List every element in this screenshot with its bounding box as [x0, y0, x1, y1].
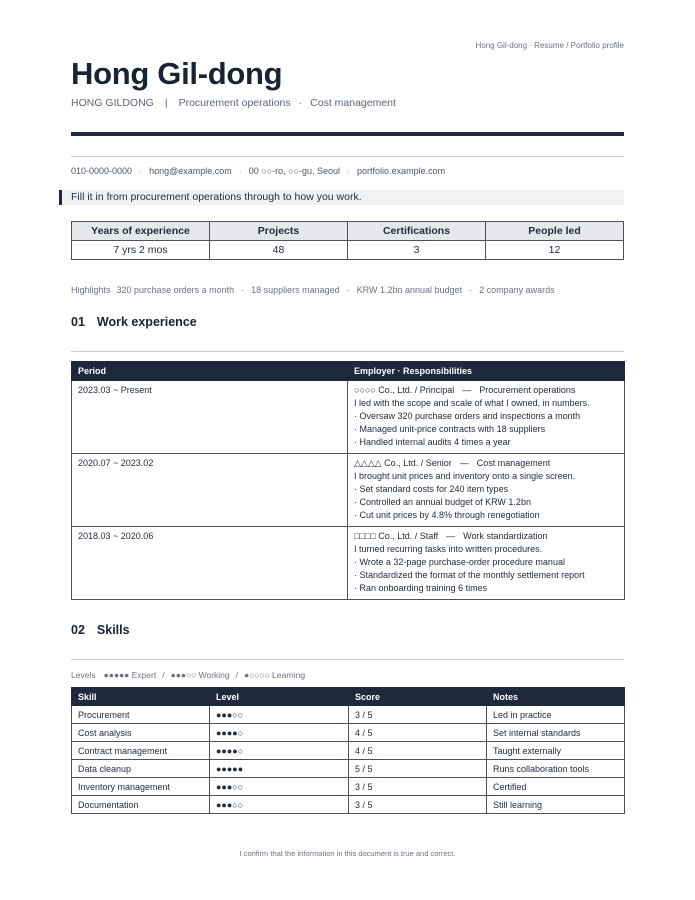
website-link[interactable]: portfolio.example.com: [357, 166, 446, 176]
skills-table: [71, 687, 625, 814]
highlight-item: 18 suppliers managed: [251, 285, 340, 295]
section-number: 01: [71, 315, 85, 329]
skill-name: Procurement: [72, 706, 210, 724]
work-header-employer: Employer · Responsibilities: [348, 362, 625, 381]
section-rule-skills: [71, 659, 624, 660]
work-period: 2018.03 ~ 2020.06: [72, 527, 348, 600]
work-area: Work standardization: [463, 531, 548, 541]
skill-notes: Still learning: [487, 796, 625, 814]
stat-header-people-led: People led: [486, 222, 624, 241]
skill-notes: Certified: [487, 778, 625, 796]
header-rule: [71, 132, 624, 136]
certification-statement: I confirm that the information in this document is true and correct.: [239, 849, 456, 858]
phone-number[interactable]: 010-0000-0000: [71, 166, 133, 176]
work-employer: ○○○○ Co., Ltd. / Principal: [354, 385, 455, 395]
skills-header-row: [72, 688, 625, 706]
skill-name: Documentation: [72, 796, 210, 814]
role-primary: Procurement operations: [178, 97, 291, 109]
work-period: 2023.03 ~ Present: [72, 381, 348, 454]
document-caption: Hong Gil-dong · Resume / Portfolio profile: [475, 41, 624, 50]
stat-header-projects: Projects: [210, 222, 348, 241]
stat-value-people-led: 12: [486, 241, 624, 260]
work-bullet: · Oversaw 320 purchase orders and inspections a month: [354, 411, 581, 421]
skill-level-dots: ●●●●●: [210, 760, 349, 778]
skill-level-dots: ●●●○○: [210, 778, 349, 796]
level-working: ●●●○○ Working: [170, 670, 230, 680]
level-separator: /: [162, 670, 165, 680]
stat-value-certifications: 3: [348, 241, 486, 260]
level-learning: ●○○○○ Learning: [244, 670, 306, 680]
work-details: [348, 454, 625, 527]
skill-name: Inventory management: [72, 778, 210, 796]
highlights-label: Highlights: [71, 285, 111, 295]
subtitle: [71, 97, 396, 109]
intro-callout: [59, 190, 624, 205]
section-title-work: [71, 315, 197, 329]
table-row: [72, 778, 625, 796]
skills-header-level: Level: [210, 688, 349, 706]
skill-score: 3 / 5: [349, 706, 487, 724]
work-employer: △△△△ Co., Ltd. / Senior: [354, 458, 452, 468]
work-experience-table: [71, 361, 625, 600]
highlight-item: 2 company awards: [479, 285, 555, 295]
table-row: [72, 796, 625, 814]
work-employer-line: [354, 530, 618, 543]
work-employer: □□□□ Co., Ltd. / Staff: [354, 531, 439, 541]
intro-text: Fill it in from procurement operations through to how you work.: [71, 191, 362, 203]
table-row: [72, 760, 625, 778]
section-title-skills: [71, 623, 130, 637]
table-row: [72, 527, 625, 600]
work-summary: I turned recurring tasks into written procedures.: [354, 544, 543, 554]
work-area: Cost management: [476, 458, 551, 468]
work-summary: I led with the scope and scale of what I owned, in numbers.: [354, 398, 590, 408]
work-bullet: · Ran onboarding training 6 times: [354, 583, 488, 593]
work-details: [348, 381, 625, 454]
skill-score: 4 / 5: [349, 742, 487, 760]
levels-legend: [71, 670, 305, 680]
email-link[interactable]: hong@example.com: [149, 166, 232, 176]
section-label: Work experience: [96, 315, 197, 329]
contact-line: [71, 166, 445, 176]
section-label: Skills: [96, 623, 130, 637]
table-row: [72, 706, 625, 724]
table-row: [72, 724, 625, 742]
level-separator: /: [235, 670, 238, 680]
address: 00 ○○-ro, ○○-gu, Seoul: [248, 166, 341, 176]
contacts-top-rule: [71, 156, 624, 157]
stat-value-projects: 48: [210, 241, 348, 260]
skill-score: 4 / 5: [349, 724, 487, 742]
highlight-separator: ·: [241, 285, 245, 295]
role-separator: ·: [298, 97, 303, 109]
work-bullet: · Wrote a 32-page purchase-order procedure manual: [354, 557, 565, 567]
section-number: 02: [71, 623, 85, 637]
skill-level-dots: ●●●●○: [210, 724, 349, 742]
work-summary: I brought unit prices and inventory onto a single screen.: [354, 471, 576, 481]
skill-name: Data cleanup: [72, 760, 210, 778]
work-header-row: [72, 362, 625, 381]
stat-header-certifications: Certifications: [348, 222, 486, 241]
contact-separator: ·: [139, 166, 143, 176]
skills-header-score: Score: [349, 688, 487, 706]
work-dash: —: [459, 458, 469, 468]
highlights-line: [71, 285, 555, 295]
skill-score: 3 / 5: [349, 796, 487, 814]
highlight-item: 320 purchase orders a month: [116, 285, 235, 295]
table-row: [72, 454, 625, 527]
skill-name: Contract management: [72, 742, 210, 760]
subtitle-divider: |: [164, 97, 168, 109]
highlight-separator: ·: [469, 285, 473, 295]
work-details: [348, 527, 625, 600]
work-bullet: · Managed unit-price contracts with 18 suppliers: [354, 424, 546, 434]
section-rule-work: [71, 351, 624, 352]
work-bullet: · Handled internal audits 4 times a year: [354, 437, 511, 447]
work-area: Procurement operations: [479, 385, 576, 395]
work-bullet: · Controlled an annual budget of KRW 1.2bn: [354, 497, 531, 507]
stat-value-years: 7 yrs 2 mos: [72, 241, 210, 260]
work-bullet: · Cut unit prices by 4.8% through renegotiation: [354, 510, 540, 520]
highlight-separator: ·: [346, 285, 350, 295]
table-row: [72, 742, 625, 760]
stats-header-row: [72, 222, 624, 241]
work-bullet: · Standardized the format of the monthly settlement report: [354, 570, 585, 580]
skill-notes: Taught externally: [487, 742, 625, 760]
stats-table: [71, 221, 624, 260]
work-dash: —: [446, 531, 456, 541]
work-employer-line: [354, 384, 618, 397]
work-period: 2020.07 ~ 2023.02: [72, 454, 348, 527]
skill-score: 5 / 5: [349, 760, 487, 778]
person-name: Hong Gil-dong: [71, 56, 283, 91]
skill-notes: Led in practice: [487, 706, 625, 724]
contact-separator: ·: [347, 166, 351, 176]
work-dash: —: [462, 385, 472, 395]
level-expert: ●●●●● Expert: [103, 670, 157, 680]
levels-label: Levels: [71, 670, 96, 680]
skill-notes: Set internal standards: [487, 724, 625, 742]
skill-level-dots: ●●●○○: [210, 706, 349, 724]
skill-name: Cost analysis: [72, 724, 210, 742]
skill-score: 3 / 5: [349, 778, 487, 796]
highlight-item: KRW 1.2bn annual budget: [356, 285, 463, 295]
work-employer-line: [354, 457, 618, 470]
contact-separator: ·: [238, 166, 242, 176]
work-bullet: · Set standard costs for 240 item types: [354, 484, 509, 494]
stat-header-years: Years of experience: [72, 222, 210, 241]
skill-notes: Runs collaboration tools: [487, 760, 625, 778]
skills-header-notes: Notes: [487, 688, 625, 706]
romanized-name: HONG GILDONG: [71, 97, 154, 109]
work-header-period: Period: [72, 362, 348, 381]
skills-header-skill: Skill: [72, 688, 210, 706]
table-row: [72, 381, 625, 454]
skill-level-dots: ●●●●○: [210, 742, 349, 760]
role-secondary: Cost management: [310, 97, 396, 109]
stats-value-row: [72, 241, 624, 260]
skill-level-dots: ●●●○○: [210, 796, 349, 814]
